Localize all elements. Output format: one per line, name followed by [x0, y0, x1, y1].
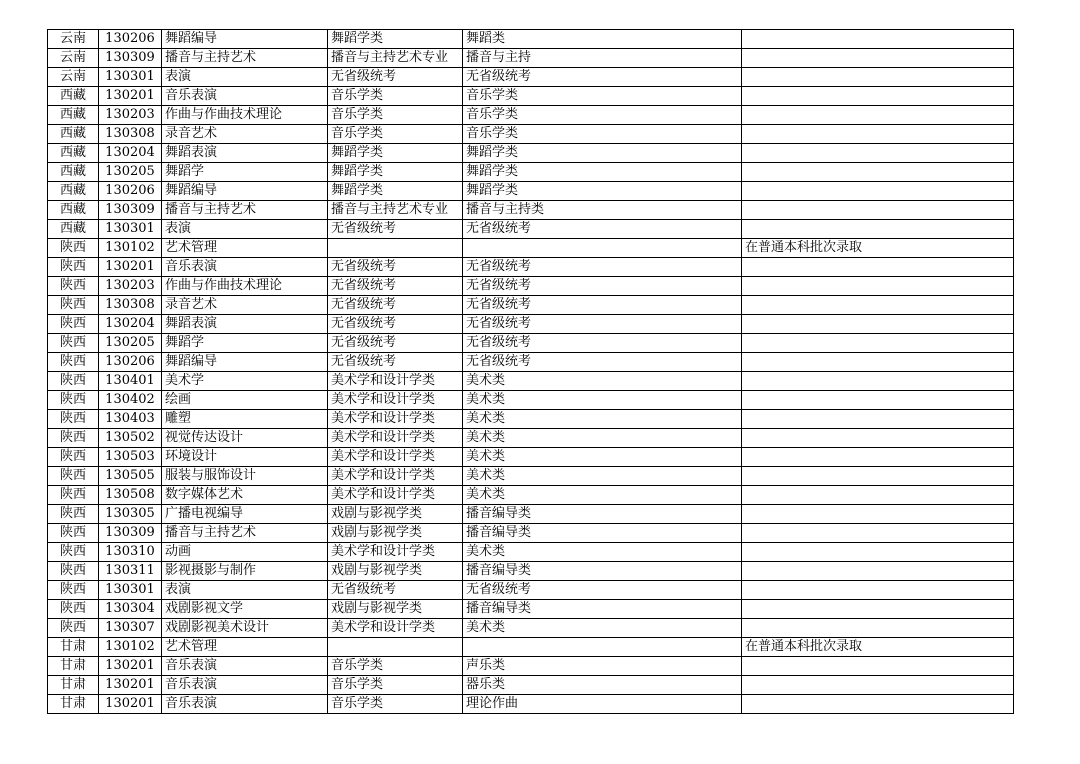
major-name-cell: 音乐表演: [162, 87, 328, 106]
table-row: [48, 391, 1014, 410]
major-name-cell: 视觉传达设计: [162, 429, 328, 448]
note-cell: [742, 315, 1014, 334]
note-cell: [742, 68, 1014, 87]
province-cell: 西藏: [48, 182, 99, 201]
note-cell: [742, 182, 1014, 201]
exam-category-cell: 无省级统考: [328, 258, 463, 277]
province-cell: 陕西: [48, 277, 99, 296]
exam-category-cell: 播音与主持艺术专业: [328, 201, 463, 220]
major-name-cell: 表演: [162, 220, 328, 239]
exam-category-cell: 美术学和设计学类: [328, 486, 463, 505]
major-code-cell: 130401: [99, 372, 162, 391]
note-cell: [742, 220, 1014, 239]
major-name-cell: 戏剧影视文学: [162, 600, 328, 619]
exam-category-cell: 戏剧与影视学类: [328, 562, 463, 581]
exam-category-cell: 美术学和设计学类: [328, 429, 463, 448]
note-cell: 在普通本科批次录取: [742, 239, 1014, 258]
table-row: [48, 410, 1014, 429]
note-cell: [742, 524, 1014, 543]
exam-category-cell: 无省级统考: [328, 334, 463, 353]
exam-type-cell: 无省级统考: [463, 220, 742, 239]
province-cell: 陕西: [48, 619, 99, 638]
exam-category-cell: 无省级统考: [328, 220, 463, 239]
exam-type-cell: 音乐学类: [463, 106, 742, 125]
exam-category-cell: 美术学和设计学类: [328, 391, 463, 410]
major-code-cell: 130203: [99, 106, 162, 125]
table-row: [48, 125, 1014, 144]
major-code-cell: 130311: [99, 562, 162, 581]
exam-category-cell: 戏剧与影视学类: [328, 524, 463, 543]
major-name-cell: 舞蹈表演: [162, 315, 328, 334]
province-cell: 陕西: [48, 239, 99, 258]
province-cell: 云南: [48, 68, 99, 87]
major-code-cell: 130309: [99, 49, 162, 68]
major-code-cell: 130203: [99, 277, 162, 296]
exam-category-cell: 音乐学类: [328, 676, 463, 695]
note-cell: [742, 106, 1014, 125]
province-cell: 陕西: [48, 372, 99, 391]
note-cell: [742, 429, 1014, 448]
exam-type-cell: 音乐学类: [463, 125, 742, 144]
province-cell: 陕西: [48, 600, 99, 619]
table-row: [48, 68, 1014, 87]
exam-type-cell: 器乐类: [463, 676, 742, 695]
major-name-cell: 表演: [162, 68, 328, 87]
province-cell: 西藏: [48, 87, 99, 106]
table-row: [48, 695, 1014, 714]
major-name-cell: 音乐表演: [162, 676, 328, 695]
major-code-cell: 130102: [99, 638, 162, 657]
province-cell: 甘肃: [48, 676, 99, 695]
exam-category-cell: 播音与主持艺术专业: [328, 49, 463, 68]
note-cell: [742, 410, 1014, 429]
major-code-cell: 130508: [99, 486, 162, 505]
table-row: [48, 486, 1014, 505]
exam-type-cell: 美术类: [463, 429, 742, 448]
note-cell: [742, 372, 1014, 391]
province-cell: 陕西: [48, 410, 99, 429]
table-row: [48, 467, 1014, 486]
note-cell: [742, 619, 1014, 638]
province-cell: 甘肃: [48, 695, 99, 714]
exam-category-cell: 美术学和设计学类: [328, 543, 463, 562]
major-code-cell: 130206: [99, 30, 162, 49]
exam-type-cell: 播音编导类: [463, 562, 742, 581]
exam-type-cell: 舞蹈类: [463, 30, 742, 49]
exam-category-cell: 音乐学类: [328, 125, 463, 144]
table-row: [48, 524, 1014, 543]
major-code-cell: 130309: [99, 201, 162, 220]
table-row: [48, 429, 1014, 448]
table-row: [48, 296, 1014, 315]
exam-type-cell: 美术类: [463, 448, 742, 467]
exam-category-cell: 美术学和设计学类: [328, 372, 463, 391]
major-code-cell: 130309: [99, 524, 162, 543]
note-cell: [742, 543, 1014, 562]
major-code-cell: 130201: [99, 87, 162, 106]
exam-category-cell: 无省级统考: [328, 68, 463, 87]
major-name-cell: 播音与主持艺术: [162, 524, 328, 543]
major-code-cell: 130305: [99, 505, 162, 524]
note-cell: [742, 486, 1014, 505]
major-code-cell: 130301: [99, 220, 162, 239]
exam-type-cell: 无省级统考: [463, 353, 742, 372]
table-row: [48, 201, 1014, 220]
major-name-cell: 舞蹈编导: [162, 182, 328, 201]
note-cell: [742, 163, 1014, 182]
note-cell: [742, 657, 1014, 676]
exam-type-cell: 理论作曲: [463, 695, 742, 714]
major-name-cell: 音乐表演: [162, 258, 328, 277]
exam-type-cell: 无省级统考: [463, 296, 742, 315]
table-body: [48, 30, 1014, 714]
note-cell: [742, 505, 1014, 524]
exam-type-cell: 播音编导类: [463, 505, 742, 524]
province-cell: 陕西: [48, 391, 99, 410]
province-cell: 西藏: [48, 106, 99, 125]
table-row: [48, 182, 1014, 201]
table-row: [48, 505, 1014, 524]
major-code-cell: 130301: [99, 68, 162, 87]
province-cell: 陕西: [48, 581, 99, 600]
major-code-cell: 130301: [99, 581, 162, 600]
exam-type-cell: 播音与主持: [463, 49, 742, 68]
note-cell: [742, 201, 1014, 220]
province-cell: 西藏: [48, 220, 99, 239]
table-row: [48, 600, 1014, 619]
table-row: [48, 106, 1014, 125]
note-cell: [742, 600, 1014, 619]
province-cell: 云南: [48, 30, 99, 49]
table-row: [48, 258, 1014, 277]
major-name-cell: 服装与服饰设计: [162, 467, 328, 486]
major-name-cell: 环境设计: [162, 448, 328, 467]
note-cell: [742, 467, 1014, 486]
exam-category-cell: 无省级统考: [328, 296, 463, 315]
major-name-cell: 舞蹈学: [162, 334, 328, 353]
major-name-cell: 数字媒体艺术: [162, 486, 328, 505]
exam-category-cell: 舞蹈学类: [328, 30, 463, 49]
major-name-cell: 艺术管理: [162, 239, 328, 258]
major-name-cell: 绘画: [162, 391, 328, 410]
province-cell: 陕西: [48, 258, 99, 277]
exam-type-cell: 播音编导类: [463, 524, 742, 543]
exam-category-cell: [328, 638, 463, 657]
exam-type-cell: 舞蹈学类: [463, 144, 742, 163]
province-cell: 陕西: [48, 315, 99, 334]
major-code-cell: 130205: [99, 163, 162, 182]
exam-category-cell: 音乐学类: [328, 87, 463, 106]
exam-type-cell: 美术类: [463, 486, 742, 505]
table-row: [48, 239, 1014, 258]
exam-category-cell: 戏剧与影视学类: [328, 505, 463, 524]
exam-type-cell: 舞蹈学类: [463, 163, 742, 182]
major-code-cell: 130201: [99, 676, 162, 695]
admission-table: [47, 29, 1014, 714]
province-cell: 陕西: [48, 448, 99, 467]
major-name-cell: 播音与主持艺术: [162, 49, 328, 68]
major-code-cell: 130310: [99, 543, 162, 562]
table-row: [48, 277, 1014, 296]
major-name-cell: 美术学: [162, 372, 328, 391]
major-name-cell: 广播电视编导: [162, 505, 328, 524]
note-cell: [742, 87, 1014, 106]
table-row: [48, 353, 1014, 372]
table-row: [48, 638, 1014, 657]
major-code-cell: 130201: [99, 695, 162, 714]
exam-category-cell: 戏剧与影视学类: [328, 600, 463, 619]
major-name-cell: 影视摄影与制作: [162, 562, 328, 581]
major-code-cell: 130102: [99, 239, 162, 258]
province-cell: 西藏: [48, 144, 99, 163]
exam-category-cell: 美术学和设计学类: [328, 467, 463, 486]
major-code-cell: 130503: [99, 448, 162, 467]
exam-type-cell: 舞蹈学类: [463, 182, 742, 201]
major-code-cell: 130403: [99, 410, 162, 429]
table-row: [48, 581, 1014, 600]
table-row: [48, 619, 1014, 638]
major-code-cell: 130204: [99, 144, 162, 163]
exam-type-cell: [463, 638, 742, 657]
note-cell: [742, 581, 1014, 600]
major-code-cell: 130205: [99, 334, 162, 353]
exam-type-cell: 无省级统考: [463, 258, 742, 277]
province-cell: 陕西: [48, 429, 99, 448]
exam-type-cell: 无省级统考: [463, 277, 742, 296]
major-code-cell: 130402: [99, 391, 162, 410]
note-cell: [742, 448, 1014, 467]
major-code-cell: 130308: [99, 125, 162, 144]
exam-category-cell: 美术学和设计学类: [328, 448, 463, 467]
province-cell: 云南: [48, 49, 99, 68]
note-cell: [742, 125, 1014, 144]
table-row: [48, 448, 1014, 467]
province-cell: 甘肃: [48, 638, 99, 657]
note-cell: [742, 277, 1014, 296]
exam-category-cell: 音乐学类: [328, 695, 463, 714]
major-name-cell: 表演: [162, 581, 328, 600]
note-cell: [742, 258, 1014, 277]
table-row: [48, 334, 1014, 353]
province-cell: 西藏: [48, 125, 99, 144]
note-cell: [742, 144, 1014, 163]
exam-category-cell: 舞蹈学类: [328, 163, 463, 182]
exam-type-cell: 美术类: [463, 619, 742, 638]
exam-type-cell: 音乐学类: [463, 87, 742, 106]
major-code-cell: 130206: [99, 182, 162, 201]
exam-category-cell: 音乐学类: [328, 106, 463, 125]
exam-type-cell: 美术类: [463, 543, 742, 562]
table-row: [48, 87, 1014, 106]
exam-type-cell: 无省级统考: [463, 334, 742, 353]
note-cell: [742, 562, 1014, 581]
note-cell: [742, 676, 1014, 695]
major-name-cell: 作曲与作曲技术理论: [162, 277, 328, 296]
table-row: [48, 49, 1014, 68]
exam-category-cell: 美术学和设计学类: [328, 619, 463, 638]
exam-category-cell: 无省级统考: [328, 581, 463, 600]
table-row: [48, 30, 1014, 49]
exam-type-cell: 播音编导类: [463, 600, 742, 619]
table-row: [48, 657, 1014, 676]
major-code-cell: 130201: [99, 258, 162, 277]
note-cell: [742, 49, 1014, 68]
exam-type-cell: 播音与主持类: [463, 201, 742, 220]
exam-type-cell: 无省级统考: [463, 68, 742, 87]
exam-type-cell: 美术类: [463, 467, 742, 486]
province-cell: 陕西: [48, 353, 99, 372]
exam-type-cell: 美术类: [463, 372, 742, 391]
major-name-cell: 音乐表演: [162, 695, 328, 714]
exam-category-cell: 无省级统考: [328, 353, 463, 372]
major-name-cell: 舞蹈编导: [162, 353, 328, 372]
province-cell: 西藏: [48, 163, 99, 182]
note-cell: 在普通本科批次录取: [742, 638, 1014, 657]
province-cell: 陕西: [48, 334, 99, 353]
note-cell: [742, 391, 1014, 410]
note-cell: [742, 353, 1014, 372]
major-code-cell: 130502: [99, 429, 162, 448]
major-code-cell: 130304: [99, 600, 162, 619]
exam-category-cell: 无省级统考: [328, 315, 463, 334]
note-cell: [742, 695, 1014, 714]
major-name-cell: 录音艺术: [162, 296, 328, 315]
exam-category-cell: [328, 239, 463, 258]
province-cell: 陕西: [48, 296, 99, 315]
major-name-cell: 艺术管理: [162, 638, 328, 657]
exam-category-cell: 舞蹈学类: [328, 144, 463, 163]
table-row: [48, 543, 1014, 562]
exam-type-cell: 美术类: [463, 410, 742, 429]
province-cell: 甘肃: [48, 657, 99, 676]
major-code-cell: 130505: [99, 467, 162, 486]
major-code-cell: 130206: [99, 353, 162, 372]
note-cell: [742, 30, 1014, 49]
major-name-cell: 动画: [162, 543, 328, 562]
exam-type-cell: 无省级统考: [463, 581, 742, 600]
province-cell: 陕西: [48, 524, 99, 543]
province-cell: 陕西: [48, 486, 99, 505]
table-row: [48, 315, 1014, 334]
exam-category-cell: 无省级统考: [328, 277, 463, 296]
major-name-cell: 雕塑: [162, 410, 328, 429]
major-name-cell: 戏剧影视美术设计: [162, 619, 328, 638]
province-cell: 陕西: [48, 467, 99, 486]
major-code-cell: 130201: [99, 657, 162, 676]
major-name-cell: 作曲与作曲技术理论: [162, 106, 328, 125]
major-code-cell: 130308: [99, 296, 162, 315]
exam-type-cell: 声乐类: [463, 657, 742, 676]
major-name-cell: 舞蹈表演: [162, 144, 328, 163]
note-cell: [742, 296, 1014, 315]
province-cell: 陕西: [48, 562, 99, 581]
table-row: [48, 163, 1014, 182]
table-row: [48, 144, 1014, 163]
province-cell: 西藏: [48, 201, 99, 220]
major-code-cell: 130307: [99, 619, 162, 638]
exam-type-cell: [463, 239, 742, 258]
exam-type-cell: 无省级统考: [463, 315, 742, 334]
exam-category-cell: 音乐学类: [328, 657, 463, 676]
table-row: [48, 562, 1014, 581]
major-code-cell: 130204: [99, 315, 162, 334]
exam-category-cell: 美术学和设计学类: [328, 410, 463, 429]
table-row: [48, 372, 1014, 391]
exam-category-cell: 舞蹈学类: [328, 182, 463, 201]
major-name-cell: 舞蹈学: [162, 163, 328, 182]
table-row: [48, 220, 1014, 239]
major-name-cell: 录音艺术: [162, 125, 328, 144]
table-row: [48, 676, 1014, 695]
province-cell: 陕西: [48, 543, 99, 562]
note-cell: [742, 334, 1014, 353]
major-name-cell: 音乐表演: [162, 657, 328, 676]
major-name-cell: 舞蹈编导: [162, 30, 328, 49]
exam-type-cell: 美术类: [463, 391, 742, 410]
major-name-cell: 播音与主持艺术: [162, 201, 328, 220]
province-cell: 陕西: [48, 505, 99, 524]
